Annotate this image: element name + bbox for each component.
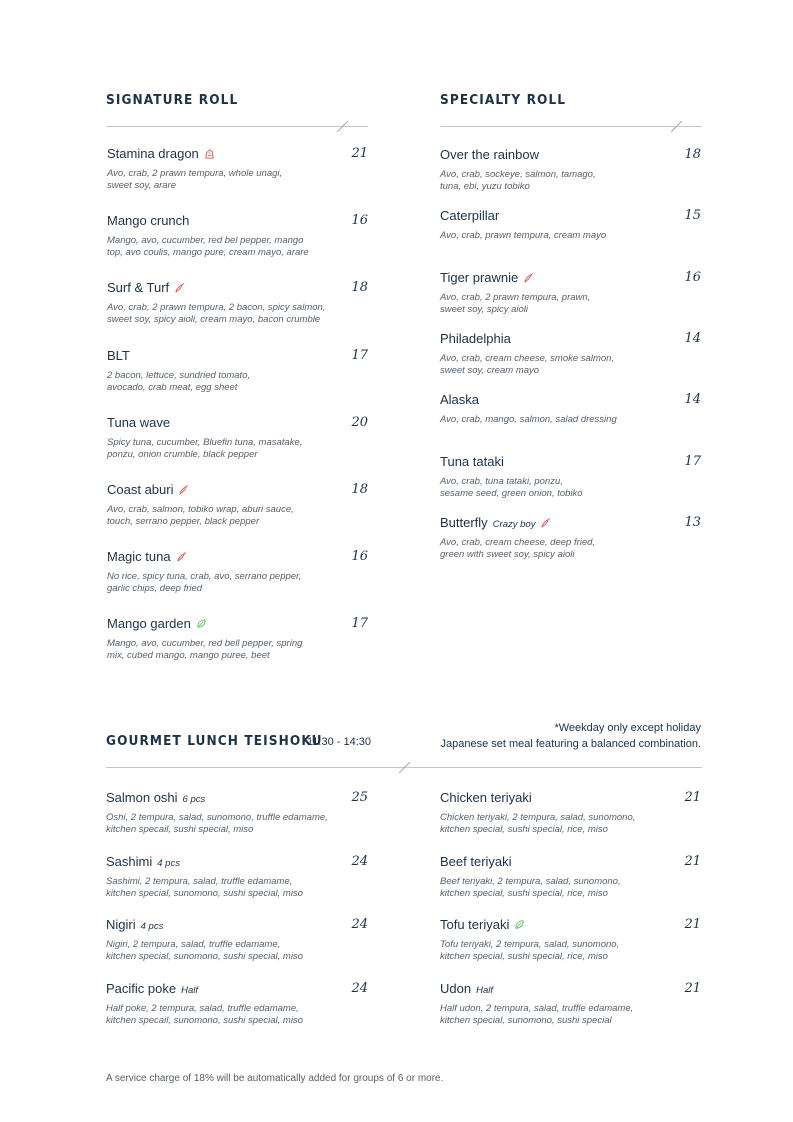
leaf-icon xyxy=(196,617,207,628)
item-price: 17 xyxy=(351,347,368,363)
dragon-icon xyxy=(204,147,215,158)
item-description-line: kitchen special, sunomono, sushi special, miso xyxy=(106,887,303,899)
item-description-line: kitchen specail, sunomono, sushi special, miso xyxy=(106,1014,303,1026)
item-price: 24 xyxy=(351,980,368,996)
menu-item xyxy=(440,392,701,426)
signature-divider xyxy=(106,126,368,127)
item-name xyxy=(106,981,198,996)
item-name-text: Tofu teriyaki xyxy=(440,917,510,933)
item-price: 20 xyxy=(351,414,368,430)
item-description xyxy=(106,876,368,900)
item-description-line: garlic chips, deep fried xyxy=(107,583,203,595)
menu-item xyxy=(106,790,368,836)
item-description-line: Avo, crab, sockeye, salmon, tamago, xyxy=(440,169,596,180)
item-price: 13 xyxy=(684,514,701,530)
item-name-text: Butterfly xyxy=(440,514,488,530)
menu-item xyxy=(440,790,701,836)
item-name xyxy=(107,280,185,295)
menu-item xyxy=(107,482,368,528)
gourmet-title: GOURMET LUNCH TEISHOKU xyxy=(106,733,323,749)
item-description-line: sweet soy, cream mayo xyxy=(440,364,540,376)
menu-item xyxy=(440,981,701,1027)
item-price: 21 xyxy=(684,917,701,933)
item-description-line: kitchen special, sushi special, rice, miso xyxy=(440,824,608,835)
signature-roll-title: SIGNATURE ROLL xyxy=(106,92,239,108)
item-description-line: Tofu teriyaki, 2 tempura, salad, sunomono, xyxy=(440,939,620,951)
menu-item xyxy=(106,981,368,1027)
menu-item xyxy=(106,854,368,900)
chili-icon xyxy=(176,550,187,561)
item-description-line: Half udon, 2 tempura, salad, truffle edamame, xyxy=(440,1002,634,1014)
gourmet-note-description: Japanese set meal featuring a balanced combination. xyxy=(440,738,701,750)
item-price: 16 xyxy=(684,269,701,285)
item-name-text: Pacific poke xyxy=(106,980,177,996)
service-charge-note: A service charge of 18% will be automatically added for groups of 6 or more. xyxy=(106,1073,444,1084)
menu-item xyxy=(440,917,701,963)
menu-item xyxy=(107,348,368,394)
item-price: 14 xyxy=(684,330,701,346)
item-price: 21 xyxy=(684,790,701,805)
item-description xyxy=(106,939,368,963)
item-description-line: Avo, crab, 2 prawn tempura, 2 bacon, spicy salmon, xyxy=(107,302,326,314)
menu-item xyxy=(107,146,368,192)
menu-item xyxy=(440,147,701,193)
item-price: 18 xyxy=(684,147,701,162)
item-description-line: No rice, spicy tuna, crab, avo, serrano pepper, xyxy=(107,571,302,583)
item-name-text: Salmon oshi xyxy=(106,790,178,805)
item-description xyxy=(440,230,701,242)
chili-icon xyxy=(178,483,189,494)
item-price: 14 xyxy=(684,392,701,408)
item-description-line: Half poke, 2 tempura, salad, truffle edamame, xyxy=(106,1002,299,1014)
item-description xyxy=(440,292,701,316)
item-description-line: Avo, crab, prawn tempura, cream mayo xyxy=(440,230,607,242)
item-name xyxy=(440,515,551,530)
item-name-text: Surf & Turf xyxy=(107,280,170,296)
chili-icon xyxy=(174,281,185,292)
item-description-line: Avo, crab, cream cheese, deep fried, xyxy=(440,536,596,548)
item-description-line: sweet soy, spicy aioli, cream mayo, bacon crumble xyxy=(107,314,321,326)
menu-item xyxy=(440,270,701,316)
item-portion: 4 pcs xyxy=(140,921,164,933)
chili-icon xyxy=(523,271,534,282)
item-name xyxy=(440,790,532,805)
item-portion: 6 pcs xyxy=(182,794,206,805)
item-description-line: Nigiri, 2 tempura, salad, truffle edamame, xyxy=(106,939,281,951)
item-name-text: Caterpillar xyxy=(440,208,500,224)
item-price: 17 xyxy=(351,616,368,632)
item-description-line: Avo, crab, 2 prawn tempura, prawn, xyxy=(440,291,591,303)
item-description-line: Oshi, 2 tempura, salad, sunomono, truffle edamame, xyxy=(106,812,328,823)
item-price: 16 xyxy=(351,213,368,229)
item-description-line: mix, cubed mango, mango puree, beet xyxy=(107,650,270,662)
item-portion: Half xyxy=(476,984,493,996)
menu-item xyxy=(440,854,701,900)
item-name-text: Alaska xyxy=(440,392,480,408)
item-description-line: sweet soy, spicy aioli xyxy=(440,303,528,315)
item-price: 24 xyxy=(351,917,368,933)
item-description-line: Chicken teriyaki, 2 tempura, salad, sunomono, xyxy=(440,812,636,823)
item-description-line: kitchen special, sushi special, rice, miso xyxy=(440,887,608,899)
menu-item xyxy=(440,515,701,561)
item-name xyxy=(107,415,170,430)
item-name-text: Mango garden xyxy=(107,616,191,632)
item-description xyxy=(107,235,368,259)
item-price: 16 xyxy=(351,549,368,565)
item-name-text: BLT xyxy=(107,347,130,363)
item-name xyxy=(440,392,479,407)
item-description xyxy=(107,168,368,192)
specialty-roll-title: SPECIALTY ROLL xyxy=(440,92,567,108)
item-name xyxy=(440,854,512,869)
menu-item xyxy=(440,208,701,242)
item-price: 24 xyxy=(351,853,368,869)
menu-item xyxy=(440,331,701,377)
item-description xyxy=(440,812,701,836)
item-portion: 4 pcs xyxy=(157,857,180,869)
item-description xyxy=(107,437,368,461)
item-name xyxy=(440,454,504,469)
item-name-text: Philadelphia xyxy=(440,330,511,346)
item-name xyxy=(106,790,205,805)
item-description xyxy=(440,476,701,500)
specialty-divider xyxy=(440,126,702,127)
item-description-line: touch, serrano pepper, black pepper xyxy=(107,516,260,527)
menu-item xyxy=(106,917,368,963)
item-name xyxy=(440,208,499,223)
gourmet-time: 11:30 - 14:30 xyxy=(307,736,372,748)
item-description-line: Avo, crab, salmon, tobiko wrap, aburi sauce, xyxy=(107,504,294,515)
item-name-text: Magic tuna xyxy=(107,549,171,565)
item-description-line: Avo, crab, mango, salmon, salad dressing xyxy=(440,414,617,426)
item-name xyxy=(107,213,189,228)
item-description-line: ponzu, onion crumble, black pepper xyxy=(107,448,258,460)
item-price: 15 xyxy=(684,208,701,224)
item-description xyxy=(107,571,368,595)
item-name-text: Tuna tataki xyxy=(440,453,504,469)
item-description-line: 2 bacon, lettuce, sundried tomato, xyxy=(107,369,251,381)
item-name-text: Tuna wave xyxy=(107,414,171,430)
item-description-line: kitchen special, sunomono, sushi special xyxy=(440,1014,612,1026)
item-name-text: Chicken teriyaki xyxy=(440,790,532,805)
item-name-text: Stamina dragon xyxy=(107,146,199,161)
item-name xyxy=(107,348,130,363)
item-name xyxy=(440,147,539,162)
leaf-icon xyxy=(514,918,525,929)
menu-item xyxy=(107,280,368,326)
item-description xyxy=(440,537,701,561)
item-description-line: kitchen special, sunomono, sushi special, miso xyxy=(106,951,303,963)
item-description-line: top, avo coulis, mango pure, cream mayo, arare xyxy=(107,247,309,259)
item-name-text: Mango crunch xyxy=(107,213,190,229)
item-description-line: Spicy tuna, cucumber, Bluefin tuna, masatake, xyxy=(107,436,303,448)
item-portion: Half xyxy=(181,984,198,996)
menu-item xyxy=(107,549,368,595)
item-description-line: Mango, avo, cucumber, red bell pepper, spring xyxy=(107,638,303,650)
item-description xyxy=(107,638,368,662)
item-description xyxy=(440,414,701,426)
item-description xyxy=(440,169,701,193)
item-description-line: avocado, crab meat, egg sheet xyxy=(107,381,238,393)
item-name xyxy=(107,616,207,631)
item-price: 17 xyxy=(684,453,701,469)
item-description-line: Avo, crab, cream cheese, smoke salmon, xyxy=(440,352,615,364)
item-description-line: Beef teriyaki, 2 tempura, salad, sunomono, xyxy=(440,875,621,887)
item-name xyxy=(440,917,525,932)
item-name xyxy=(440,331,511,346)
item-name xyxy=(107,549,187,564)
item-description-line: Sashimi, 2 tempura, salad, truffle edamame, xyxy=(106,875,293,887)
item-description-line: tuna, ebi, yuzu tobiko xyxy=(440,181,530,192)
item-price: 25 xyxy=(351,790,368,805)
item-description xyxy=(106,1003,368,1027)
item-description xyxy=(440,876,701,900)
item-description-line: sweet soy, arare xyxy=(107,180,176,191)
item-description-line: kitchen special, sushi special, rice, miso xyxy=(440,951,608,963)
item-name-text: Udon xyxy=(440,980,472,996)
item-description-line: Avo, crab, 2 prawn tempura, whole unagi, xyxy=(107,168,283,179)
item-description-line: sesame seed, green onion, tobiko xyxy=(440,487,583,499)
menu-item xyxy=(440,454,701,500)
item-description-line: Avo, crab, tuna tataki, ponzu, xyxy=(440,475,563,487)
item-name xyxy=(440,270,534,285)
item-name xyxy=(107,482,189,497)
item-price: 21 xyxy=(351,146,368,161)
item-description xyxy=(440,353,701,377)
item-price: 21 xyxy=(684,980,701,996)
item-name xyxy=(440,981,493,996)
item-description xyxy=(440,939,701,963)
item-name-text: Over the rainbow xyxy=(440,147,539,162)
item-description xyxy=(107,370,368,394)
item-price: 21 xyxy=(684,853,701,869)
item-description-line: Mango, avo, cucumber, red bel pepper, mango xyxy=(107,235,304,247)
item-name-text: Coast aburi xyxy=(107,482,174,497)
item-name xyxy=(106,917,163,932)
item-name-text: Sashimi xyxy=(106,853,153,869)
item-description-line: green with sweet soy, spicy aioli xyxy=(440,548,575,560)
chili-icon xyxy=(540,516,551,527)
item-description xyxy=(107,504,368,528)
item-name-text: Beef teriyaki xyxy=(440,853,512,869)
item-name xyxy=(107,146,215,161)
item-portion: Crazy boy xyxy=(492,518,536,530)
item-price: 18 xyxy=(351,482,368,497)
item-description xyxy=(440,1003,701,1027)
item-name xyxy=(106,854,180,869)
item-name-text: Tiger prawnie xyxy=(440,269,519,285)
item-description xyxy=(107,302,368,326)
menu-item xyxy=(107,213,368,259)
item-description xyxy=(106,812,368,836)
item-description-line: kitchen specail, sushi special, miso xyxy=(106,824,254,835)
gourmet-note-weekday: *Weekday only except holiday xyxy=(554,722,701,734)
item-name-text: Nigiri xyxy=(106,917,136,933)
menu-item xyxy=(107,415,368,461)
item-price: 18 xyxy=(351,280,368,296)
menu-item xyxy=(107,616,368,662)
